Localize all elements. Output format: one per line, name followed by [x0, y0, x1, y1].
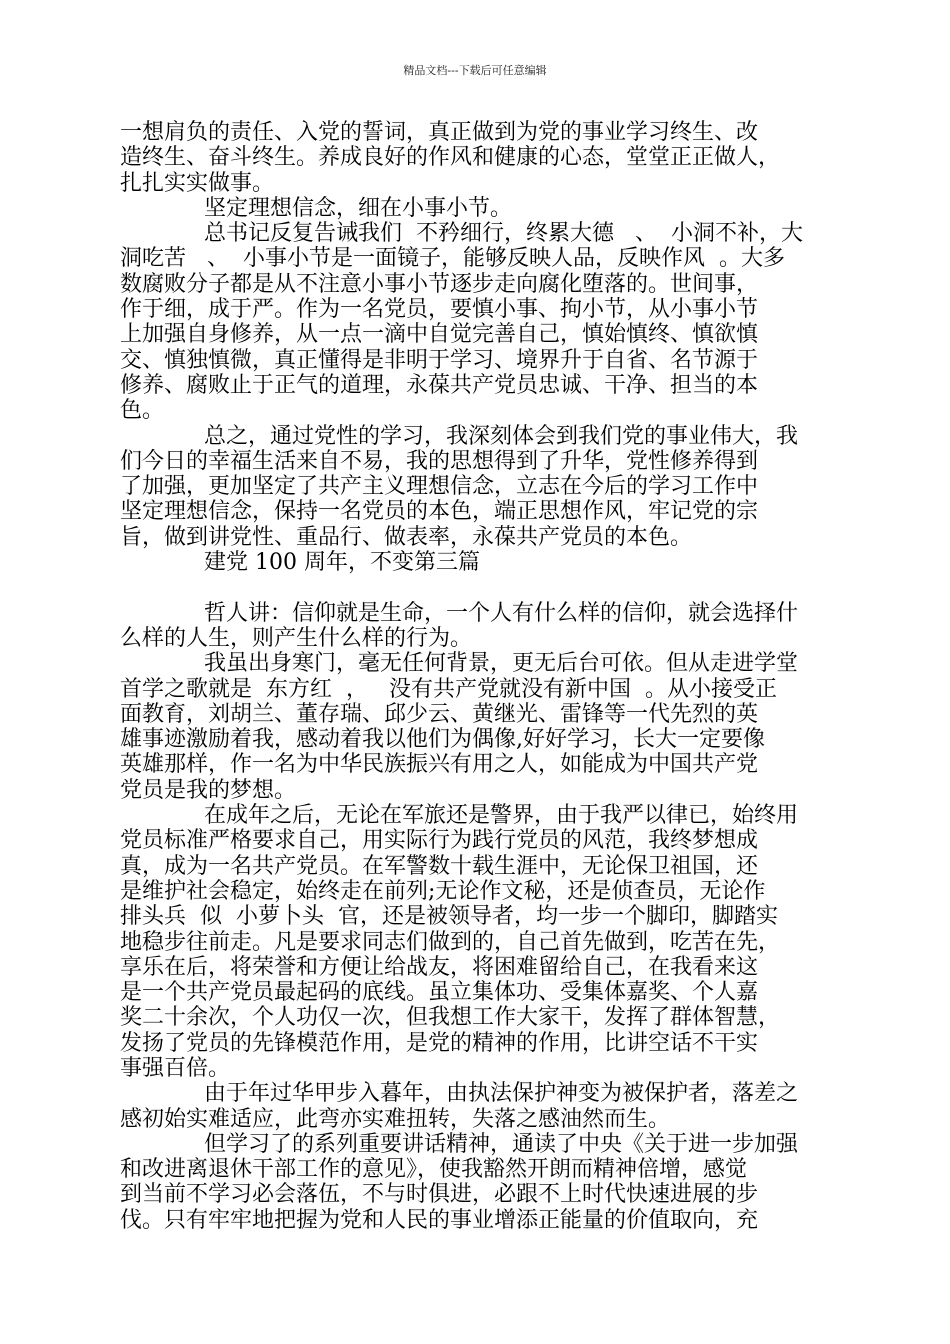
paragraph-start-line: 总书记反复告诫我们 不矜细行，终累大德 、 小洞不补，大 [204, 221, 803, 247]
text-line: 了加强，更加坚定了共产主义理想信念，立志在今后的学习工作中 [120, 474, 759, 500]
blank-line [120, 575, 832, 600]
text-line: 作于细，成于严。作为一名党员，要慎小事、拘小节，从小事小节 [120, 297, 759, 323]
page-header: 精品文档---下载后可任意编辑 [403, 64, 547, 77]
text-line: 伐。只有牢牢地把握为党和人民的事业增添正能量的价值取向，充 [120, 1207, 759, 1233]
text-line: 雄事迹激励着我，感动着我以他们为偶像,好好学习，长大一定要像 [120, 727, 765, 753]
text-line: 事强百倍。 [120, 1055, 231, 1081]
text-line: 旨，做到讲党性、重品行、做表率，永葆共产党员的本色。 [120, 524, 693, 550]
text-line: 和改进离退休干部工作的意见》，使我豁然开朗而精神倍增，感觉 [120, 1157, 748, 1183]
text-line: 色。 [120, 398, 165, 424]
paragraph-start-line: 由于年过华甲步入暮年，由执法保护神变为被保护者，落差之 [204, 1081, 799, 1107]
paragraph-start-line: 坚定理想信念，细在小事小节。 [204, 195, 513, 221]
text-line: 数腐败分子都是从不注意小事小节逐步走向腐化堕落的。世间事， [120, 271, 759, 297]
text-line: 么样的人生，则产生什么样的行为。 [120, 625, 473, 651]
text-line: 英雄那样，作一名为中华民族振兴有用之人，如能成为中国共产党 [120, 752, 759, 778]
text-line: 发扬了党员的先锋模范作用，是党的精神的作用，比讲空话不干实 [120, 1030, 759, 1056]
text-line: 是一个共产党员最起码的底线。虽立集体功、受集体嘉奖、个人嘉 [120, 980, 759, 1006]
text-line: 扎扎实实做事。 [120, 170, 275, 196]
text-line: 上加强自身修养，从一点一滴中自觉完善自己，慎始慎终、慎欲慎 [120, 322, 759, 348]
paragraph-start-line: 总之，通过党性的学习，我深刻体会到我们党的事业伟大，我 [204, 423, 799, 449]
text-line: 修养、腐败止于正气的道理，永葆共产党员忠诚、干净、担当的本 [120, 372, 759, 398]
text-line: 地稳步往前走。凡是要求同志们做到的，自己首先做到，吃苦在先， [120, 929, 781, 955]
text-line: 们今日的幸福生活来自不易，我的思想得到了升华，党性修养得到 [120, 448, 759, 474]
text-line: 享乐在后，将荣誉和方便让给战友，将困难留给自己，在我看来这 [120, 954, 759, 980]
text-line: 排头兵 似 小萝卜头 官，还是被领导者，均一步一个脚印，脚踏实 [120, 904, 778, 930]
text-line: 到当前不学习必会落伍，不与时俱进，必跟不上时代快速进展的步 [120, 1182, 759, 1208]
text-line: 洞吃苦 、 小事小节是一面镜子，能够反映人品，反映作风 。大多 [120, 246, 785, 272]
paragraph-start-line: 我虽出身寒门，毫无任何背景，更无后台可依。但从走进学堂 [204, 651, 799, 677]
paragraph-start-line: 哲人讲：信仰就是生命，一个人有什么样的信仰，就会选择什 [204, 600, 799, 626]
text-line: 坚定理想信念，保持一名党员的本色，端正思想作风，牢记党的宗 [120, 499, 759, 525]
text-line: 造终生、奋斗终生。养成良好的作风和健康的心态，堂堂正正做人， [120, 145, 781, 171]
text-line: 党员是我的梦想。 [120, 777, 297, 803]
text-line: 交、慎独慎微，真正懂得是非明于学习、境界升于自省、名节源于 [120, 347, 759, 373]
text-line: 一想肩负的责任、入党的誓词，真正做到为党的事业学习终生、改 [120, 120, 759, 145]
text-line: 首学之歌就是 东方红 ， 没有共产党就没有新中国 。从小接受正 [120, 676, 777, 702]
text-line: 是维护社会稳定，始终走在前列;无论作文秘，还是侦查员，无论作 [120, 878, 766, 904]
text-line: 党员标准严格要求自己，用实际行为践行党员的风范，我终梦想成 [120, 828, 759, 854]
text-line: 面教育，刘胡兰、董存瑞、邱少云、黄继光、雷锋等一代先烈的英 [120, 701, 759, 727]
text-line: 感初始实难适应，此弯亦实难扭转，失落之感油然而生。 [120, 1106, 671, 1132]
text-line: 奖二十余次，个人功仅一次，但我想工作大家干，发挥了群体智慧， [120, 1005, 781, 1031]
text-line: 真，成为一名共产党员。在军警数十载生涯中，无论保卫祖国，还 [120, 853, 759, 879]
paragraph-start-line: 在成年之后，无论在军旅还是警界，由于我严以律已，始终用 [204, 803, 799, 829]
paragraph-start-line: 建党 100 周年，不变第三篇 [204, 550, 480, 576]
document-body [120, 120, 832, 1233]
paragraph-start-line: 但学习了的系列重要讲话精神，通读了中央《关于进一步加强 [204, 1131, 799, 1157]
